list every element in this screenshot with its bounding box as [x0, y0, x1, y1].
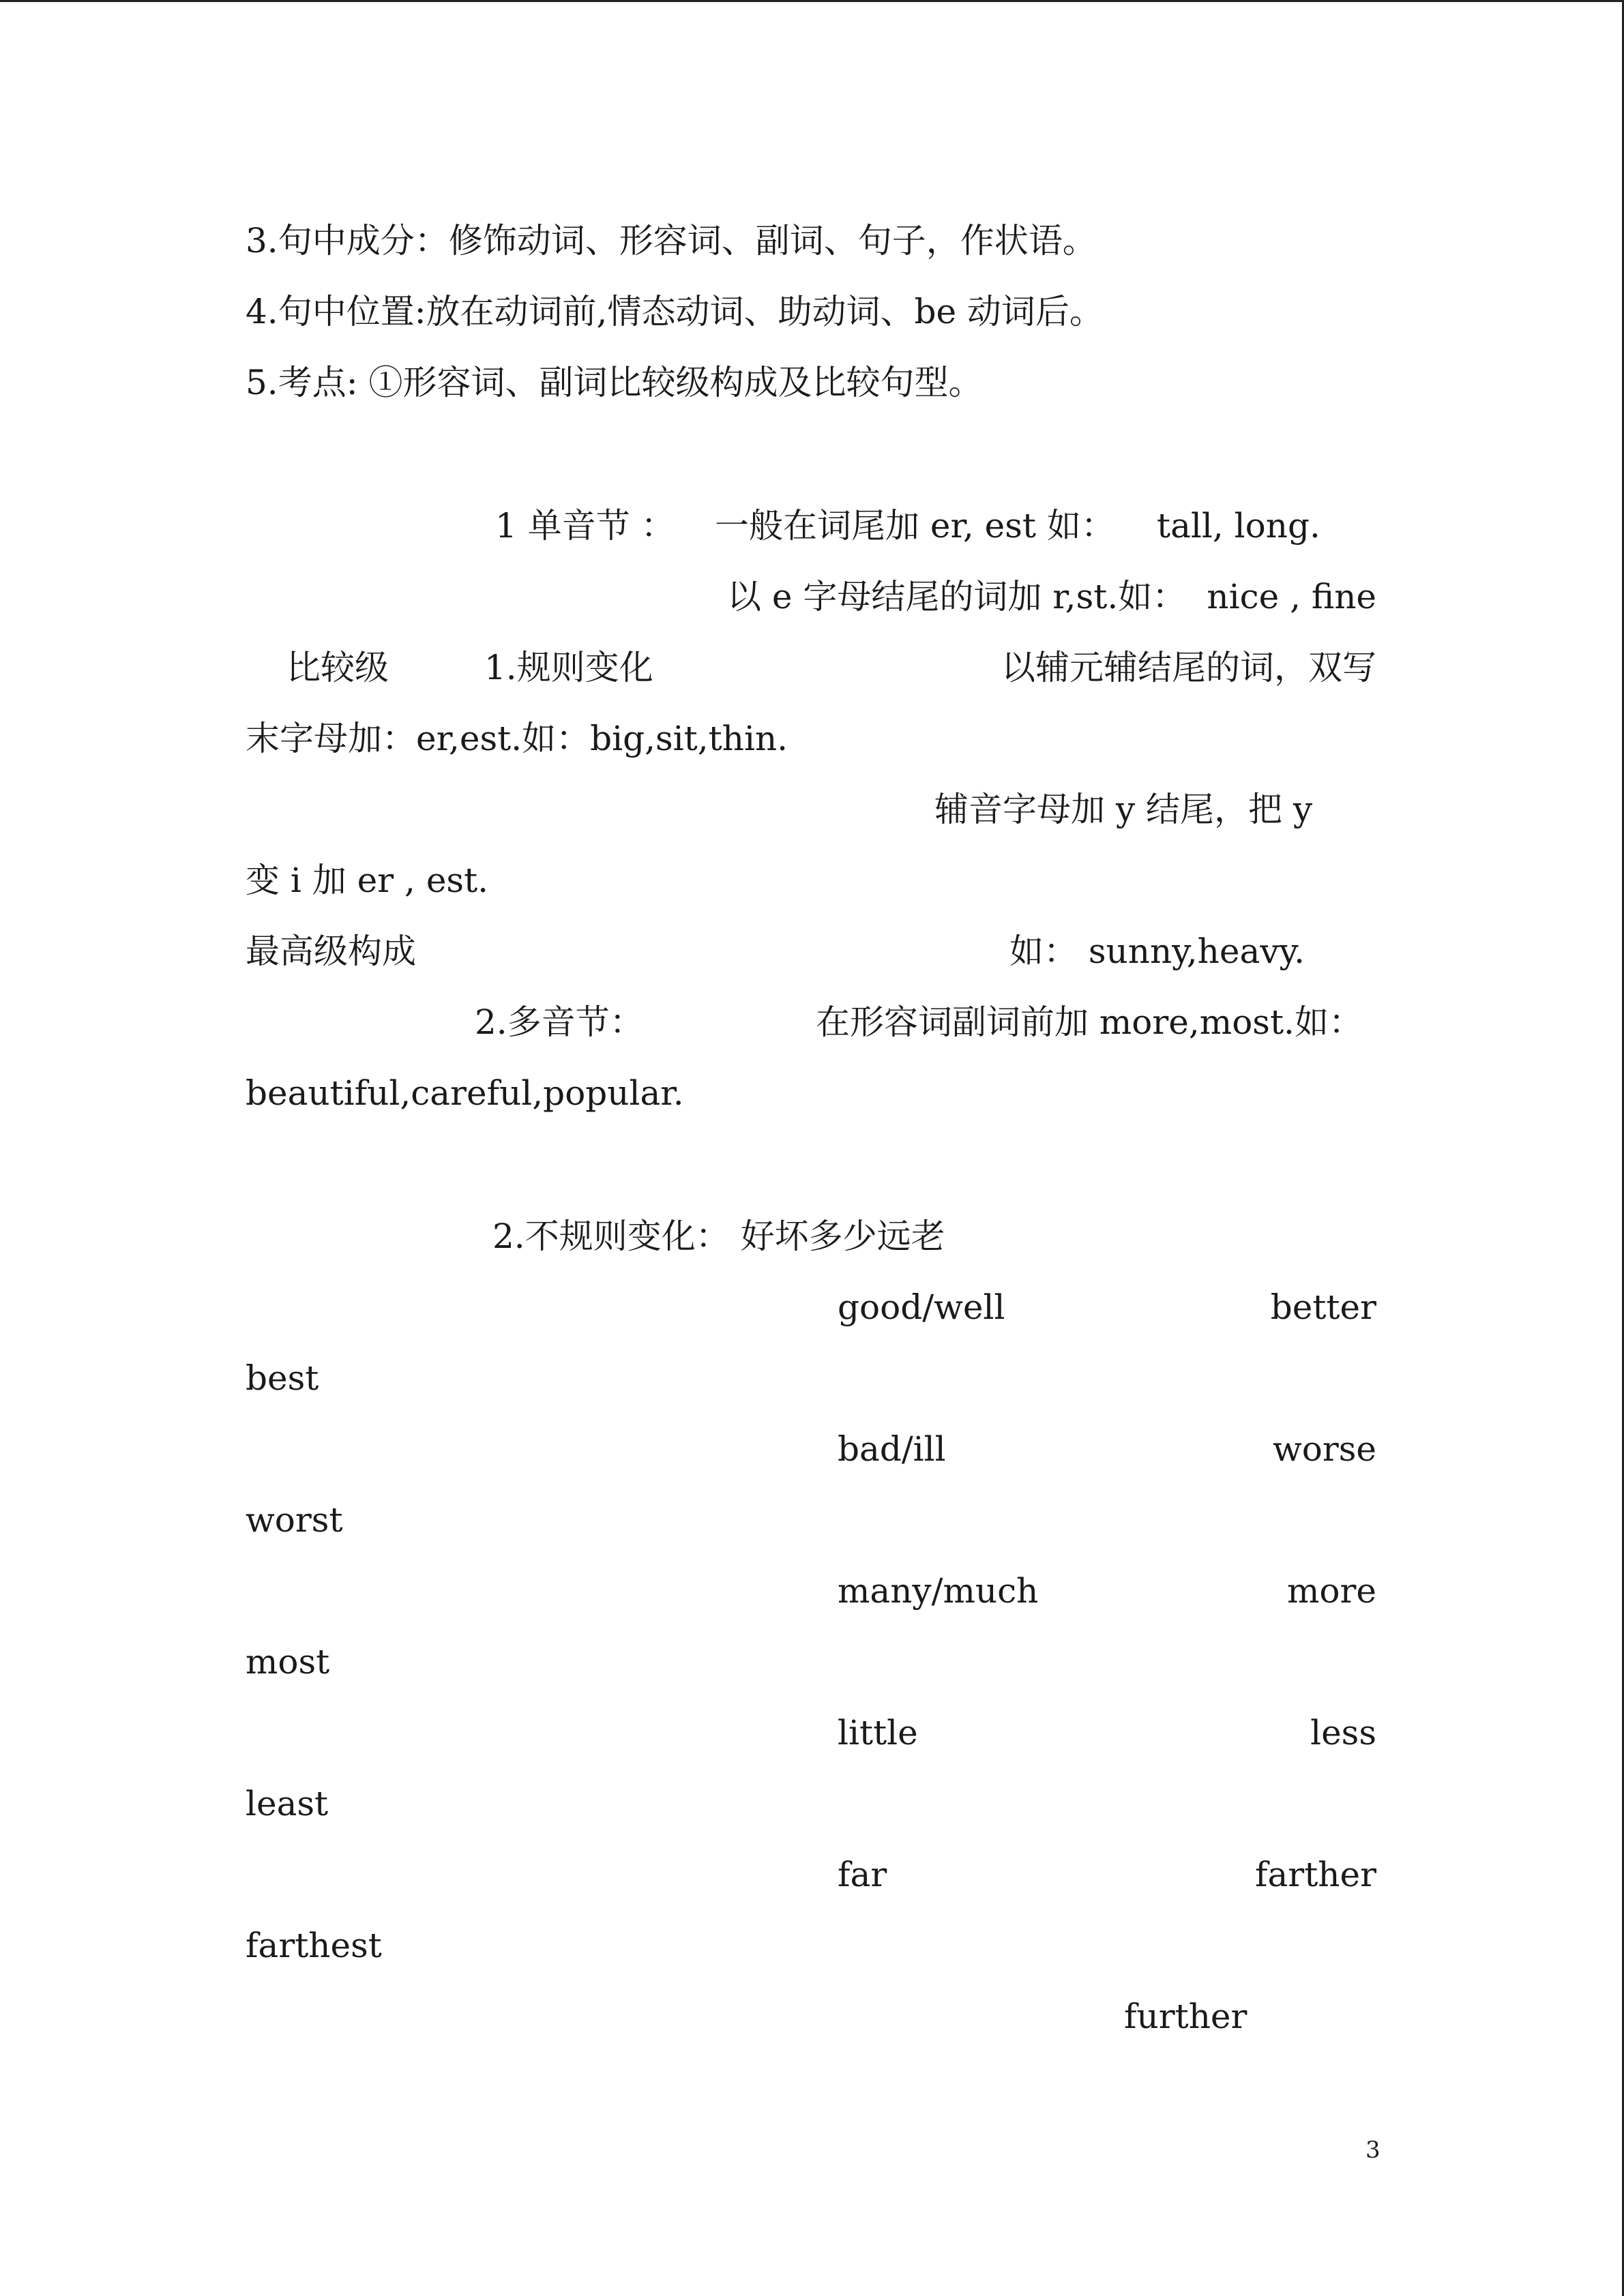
irregular-superlative: worst: [246, 1500, 343, 1540]
point-3: 3.句中成分：修饰动词、形容词、副词、句子，作状语。: [246, 221, 1097, 260]
rule-4-examples: 如： sunny,heavy.: [1009, 931, 1305, 971]
rule-5-examples: beautiful,careful,popular.: [246, 1073, 684, 1113]
regular-change-label: 1.规则变化: [484, 648, 653, 687]
rule-3-line2: 末字母加：er,est.如：big,sit,thin.: [246, 719, 788, 758]
irregular-comparative: more: [1286, 1571, 1376, 1611]
irregular-comparative: better: [1270, 1287, 1376, 1327]
irregular-comparative: worse: [1272, 1429, 1376, 1469]
irregular-superlative: farthest: [246, 1926, 382, 1965]
rule-3-line1: 以辅元辅结尾的词，双写: [1001, 648, 1376, 687]
irregular-superlative: most: [246, 1642, 330, 1682]
irregular-comparative: less: [1310, 1713, 1376, 1753]
rule-2-examples: nice , fine: [1207, 577, 1376, 616]
superlative-label: 最高级构成: [246, 931, 416, 971]
rule-1-examples: tall, long.: [1157, 506, 1320, 546]
rule-4-line1: 辅音字母加 y 结尾，把 y: [934, 790, 1313, 829]
irregular-superlative: least: [246, 1784, 329, 1823]
monosyllable-label: 1 单音节 ：: [495, 506, 675, 546]
rule-2: 以 e 字母结尾的词加 r,st.如：: [727, 577, 1187, 616]
irregular-title: 2.不规则变化： 好坏多少远老: [492, 1217, 945, 1256]
irregular-base: bad/ill: [838, 1429, 946, 1469]
irregular-extra: further: [1124, 1997, 1247, 2036]
irregular-superlative: best: [246, 1358, 319, 1398]
page-number: 3: [1365, 2136, 1381, 2164]
irregular-base: many/much: [838, 1571, 1039, 1611]
point-5: 5.考点: ①形容词、副词比较级构成及比较句型。: [246, 363, 983, 402]
rule-4-line2: 变 i 加 er , est.: [246, 861, 489, 900]
irregular-base: far: [838, 1855, 887, 1894]
comparative-label: 比较级: [286, 648, 389, 687]
point-4: 4.句中位置:放在动词前,情态动词、助动词、be 动词后。: [246, 292, 1104, 331]
irregular-comparative: farther: [1254, 1855, 1376, 1894]
irregular-base: little: [838, 1713, 918, 1753]
rule-1: 一般在词尾加 er, est 如：: [715, 506, 1115, 546]
irregular-base: good/well: [838, 1287, 1005, 1327]
polysyllable-label: 2.多音节：: [475, 1002, 644, 1042]
rule-5: 在形容词副词前加 more,most.如：: [816, 1002, 1363, 1042]
